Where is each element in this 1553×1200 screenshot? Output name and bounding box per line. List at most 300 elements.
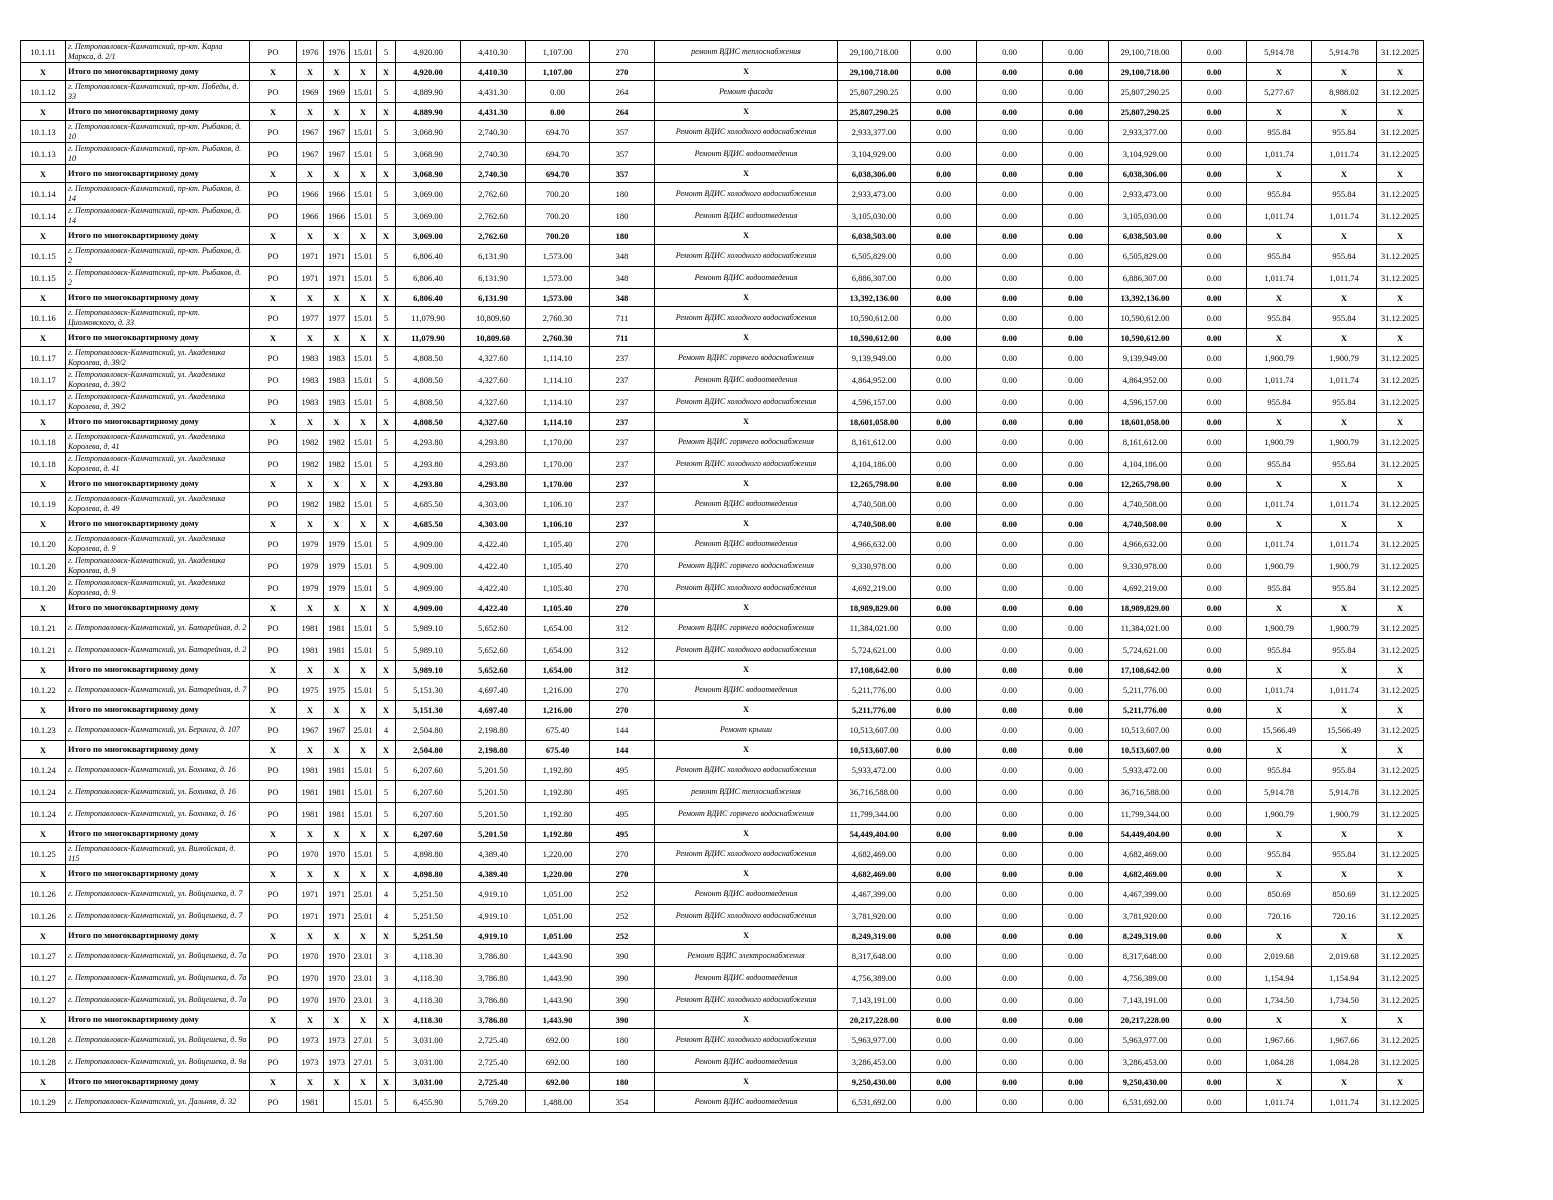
cell-municipal-funds: 0.00 (1043, 883, 1109, 905)
cell-residential-area: 2,725.40 (461, 1029, 526, 1051)
cell-specific-cost: 955.84 (1247, 759, 1312, 781)
cell-total-area: 4,118.30 (396, 1011, 461, 1029)
cell-work-type: Ремонт ВДИС водоотведения (655, 143, 838, 165)
cell-ownership-method: X (250, 825, 297, 843)
cell-completion-date: X (1377, 103, 1424, 121)
cell-specific-cost: X (1247, 661, 1312, 679)
cell-residents: 270 (590, 843, 655, 865)
subtotal-row (21, 825, 1424, 843)
cell-federal-funds: 0.00 (911, 679, 977, 701)
cell-other-funds: 0.00 (1182, 533, 1247, 555)
cell-floors: X (377, 475, 396, 493)
cell-address: Итого по многоквартирному дому (66, 165, 250, 183)
cell-nonresidential-area: 1,106.10 (526, 515, 590, 533)
cell-municipal-funds: 0.00 (1043, 865, 1109, 883)
cell-work-type: Ремонт фасада (655, 81, 838, 103)
cell-work-type: X (655, 329, 838, 347)
cell-address: г. Петропавловск-Камчатский, ул. Академика Королева, д. 41 (66, 431, 250, 453)
cell-owner-funds: 4,756,389.00 (1109, 967, 1182, 989)
cell-residential-area: 4,293.80 (461, 431, 526, 453)
cell-work-type: X (655, 515, 838, 533)
cell-ownership-method: РО (250, 307, 297, 329)
cell-other-funds: 0.00 (1182, 945, 1247, 967)
cell-federal-funds: 0.00 (911, 1091, 977, 1113)
cell-floors: 3 (377, 967, 396, 989)
cell-year-commissioned: 1982 (324, 493, 350, 515)
cell-max-specific-cost: 8,988.02 (1312, 81, 1377, 103)
cell-residential-area: 4,431.30 (461, 81, 526, 103)
cell-federal-funds: 0.00 (911, 475, 977, 493)
cell-residents: 348 (590, 245, 655, 267)
cell-max-specific-cost: 1,900.79 (1312, 347, 1377, 369)
cell-max-specific-cost: X (1312, 661, 1377, 679)
cell-floors: X (377, 63, 396, 81)
cell-owner-funds: 6,531,692.00 (1109, 1091, 1182, 1113)
cell-residential-area: 5,652.60 (461, 639, 526, 661)
cell-residents: 237 (590, 453, 655, 475)
cell-total-cost: 9,250,430.00 (838, 1073, 911, 1091)
cell-year-commissioned: X (324, 741, 350, 759)
cell-work-type: X (655, 825, 838, 843)
cell-ownership-method: РО (250, 967, 297, 989)
table-row (21, 617, 1424, 639)
cell-address: г. Петропавловск-Камчатский, пр-кт. Карла Маркса, д. 2/1 (66, 41, 250, 63)
cell-regional-funds: 0.00 (977, 741, 1043, 759)
cell-owner-funds: 25,807,290.25 (1109, 81, 1182, 103)
cell-other-funds: 0.00 (1182, 843, 1247, 865)
cell-municipal-funds: 0.00 (1043, 391, 1109, 413)
cell-regional-funds: 0.00 (977, 493, 1043, 515)
cell-year-built: 1983 (297, 347, 324, 369)
cell-regional-funds: 0.00 (977, 905, 1043, 927)
cell-nonresidential-area: 692.00 (526, 1073, 590, 1091)
cell-year-built: X (297, 289, 324, 307)
cell-total-area: 4,920.00 (396, 63, 461, 81)
cell-item-number: X (21, 741, 66, 759)
cell-regional-funds: 0.00 (977, 1091, 1043, 1113)
cell-floors: 5 (377, 679, 396, 701)
cell-other-funds: 0.00 (1182, 905, 1247, 927)
cell-ownership-method: РО (250, 843, 297, 865)
cell-residential-area: 2,762.60 (461, 183, 526, 205)
cell-item-number: 10.1.26 (21, 883, 66, 905)
cell-total-cost: 11,384,021.00 (838, 617, 911, 639)
cell-total-area: 3,069.00 (396, 183, 461, 205)
cell-residential-area: 6,131.90 (461, 267, 526, 289)
cell-work-type: X (655, 103, 838, 121)
cell-work-type: Ремонт ВДИС холодного водоснабжения (655, 639, 838, 661)
cell-residential-area: 2,740.30 (461, 143, 526, 165)
cell-municipal-funds: 0.00 (1043, 369, 1109, 391)
cell-year-built: 1977 (297, 307, 324, 329)
cell-residents: 312 (590, 617, 655, 639)
cell-max-specific-cost: 1,084.28 (1312, 1051, 1377, 1073)
cell-year-commissioned (324, 1091, 350, 1113)
cell-max-specific-cost: 1,900.79 (1312, 803, 1377, 825)
cell-year-built: 1975 (297, 679, 324, 701)
cell-max-specific-cost: X (1312, 1073, 1377, 1091)
cell-year-built: 1967 (297, 719, 324, 741)
cell-nonresidential-area: 1,106.10 (526, 493, 590, 515)
cell-specific-cost: 1,011.74 (1247, 143, 1312, 165)
cell-specific-cost: 1,900.79 (1247, 347, 1312, 369)
cell-other-funds: 0.00 (1182, 639, 1247, 661)
cell-ownership-method: РО (250, 431, 297, 453)
cell-total-area: 3,068.90 (396, 143, 461, 165)
cell-total-cost: 10,513,607.00 (838, 741, 911, 759)
cell-federal-funds: 0.00 (911, 533, 977, 555)
cell-completion-date: 31.12.2025 (1377, 883, 1424, 905)
cell-other-funds: 0.00 (1182, 413, 1247, 431)
cell-total-area: 5,251.50 (396, 883, 461, 905)
cell-other-funds: 0.00 (1182, 803, 1247, 825)
cell-year-commissioned: X (324, 227, 350, 245)
cell-regional-funds: 0.00 (977, 143, 1043, 165)
cell-year-commissioned: 1973 (324, 1051, 350, 1073)
cell-year-built: 1979 (297, 555, 324, 577)
subtotal-row (21, 1011, 1424, 1029)
cell-nonresidential-area: 1,573.00 (526, 245, 590, 267)
cell-total-area: 4,118.30 (396, 989, 461, 1011)
cell-work-type: X (655, 289, 838, 307)
cell-max-specific-cost: 1,011.74 (1312, 369, 1377, 391)
cell-residential-area: 4,303.00 (461, 515, 526, 533)
cell-residential-area: 2,740.30 (461, 165, 526, 183)
cell-other-funds: 0.00 (1182, 103, 1247, 121)
cell-floors: 5 (377, 759, 396, 781)
cell-max-specific-cost: 15,566.49 (1312, 719, 1377, 741)
cell-owner-funds: 18,601,058.00 (1109, 413, 1182, 431)
cell-year-commissioned: 1969 (324, 81, 350, 103)
cell-year-built: X (297, 103, 324, 121)
cell-other-funds: 0.00 (1182, 63, 1247, 81)
table-row (21, 679, 1424, 701)
cell-owner-funds: 6,038,503.00 (1109, 227, 1182, 245)
cell-year-commissioned: X (324, 103, 350, 121)
cell-total-cost: 3,781,920.00 (838, 905, 911, 927)
cell-residents: 495 (590, 781, 655, 803)
cell-total-cost: 4,467,399.00 (838, 883, 911, 905)
cell-municipal-funds: 0.00 (1043, 347, 1109, 369)
cell-regional-funds: 0.00 (977, 883, 1043, 905)
cell-address: Итого по многоквартирному дому (66, 329, 250, 347)
table-row (21, 759, 1424, 781)
cell-work-type: X (655, 1011, 838, 1029)
cell-total-area: 4,118.30 (396, 967, 461, 989)
cell-work-type: X (655, 661, 838, 679)
cell-completion-date: X (1377, 329, 1424, 347)
cell-item-number: X (21, 865, 66, 883)
cell-owner-funds: 6,505,829.00 (1109, 245, 1182, 267)
cell-total-cost: 5,963,977.00 (838, 1029, 911, 1051)
cell-max-specific-cost: 1,011.74 (1312, 533, 1377, 555)
cell-completion-date: 31.12.2025 (1377, 555, 1424, 577)
cell-federal-funds: 0.00 (911, 945, 977, 967)
cell-completion-date: 31.12.2025 (1377, 307, 1424, 329)
cell-regional-funds: 0.00 (977, 927, 1043, 945)
cell-federal-funds: 0.00 (911, 927, 977, 945)
cell-total-area: 2,504.80 (396, 719, 461, 741)
cell-floors: 5 (377, 267, 396, 289)
cell-nonresidential-area: 1,105.40 (526, 599, 590, 617)
cell-regional-funds: 0.00 (977, 289, 1043, 307)
cell-nonresidential-area: 1,216.00 (526, 679, 590, 701)
cell-residential-area: 4,919.10 (461, 927, 526, 945)
cell-ownership-method: X (250, 599, 297, 617)
cell-ownership-method: РО (250, 347, 297, 369)
cell-other-funds: 0.00 (1182, 555, 1247, 577)
cell-residents: 180 (590, 183, 655, 205)
cell-completion-date: X (1377, 227, 1424, 245)
cell-municipal-funds: 0.00 (1043, 289, 1109, 307)
cell-regional-funds: 0.00 (977, 227, 1043, 245)
cell-work-type: X (655, 1073, 838, 1091)
cell-total-area: 4,889.90 (396, 81, 461, 103)
cell-total-cost: 20,217,228.00 (838, 1011, 911, 1029)
capital-repair-register-table (20, 40, 1424, 1113)
cell-specific-cost: 1,154.94 (1247, 967, 1312, 989)
cell-address: г. Петропавловск-Камчатский, ул. Академика Королева, д. 9 (66, 555, 250, 577)
table-row (21, 639, 1424, 661)
cell-other-funds: 0.00 (1182, 1051, 1247, 1073)
cell-owner-funds: 54,449,404.00 (1109, 825, 1182, 843)
cell-specific-cost: X (1247, 1011, 1312, 1029)
cell-specific-cost: 1,967.66 (1247, 1029, 1312, 1051)
cell-federal-funds: 0.00 (911, 639, 977, 661)
cell-max-specific-cost: 720.16 (1312, 905, 1377, 927)
cell-completion-date: 31.12.2025 (1377, 183, 1424, 205)
cell-floors: X (377, 103, 396, 121)
cell-owner-funds: 11,799,344.00 (1109, 803, 1182, 825)
cell-nonresidential-area: 1,192.80 (526, 781, 590, 803)
cell-residential-area: 4,327.60 (461, 413, 526, 431)
cell-work-type: Ремонт ВДИС электроснабжения (655, 945, 838, 967)
cell-municipal-funds: 0.00 (1043, 639, 1109, 661)
cell-owner-funds: 2,933,377.00 (1109, 121, 1182, 143)
cell-year-built: 1970 (297, 843, 324, 865)
cell-year-commissioned: 1981 (324, 639, 350, 661)
cell-max-specific-cost: 955.84 (1312, 639, 1377, 661)
cell-residents: 180 (590, 205, 655, 227)
cell-completion-date: 31.12.2025 (1377, 245, 1424, 267)
cell-year-built: X (297, 1011, 324, 1029)
cell-item-number: 10.1.15 (21, 245, 66, 267)
cell-address: Итого по многоквартирному дому (66, 701, 250, 719)
cell-nonresidential-area: 694.70 (526, 165, 590, 183)
cell-owner-funds: 4,467,399.00 (1109, 883, 1182, 905)
cell-address: г. Петропавловск-Камчатский, пр-кт. Победы, д. 33 (66, 81, 250, 103)
cell-wall-material: 25.01 (350, 883, 377, 905)
cell-residential-area: 5,201.50 (461, 759, 526, 781)
cell-total-area: 4,909.00 (396, 555, 461, 577)
cell-specific-cost: 15,566.49 (1247, 719, 1312, 741)
cell-work-type: Ремонт ВДИС холодного водоснабжения (655, 905, 838, 927)
cell-specific-cost: X (1247, 227, 1312, 245)
cell-total-cost: 25,807,290.25 (838, 81, 911, 103)
table-row (21, 347, 1424, 369)
cell-residents: 348 (590, 289, 655, 307)
cell-specific-cost: 2,019.68 (1247, 945, 1312, 967)
cell-total-cost: 13,392,136.00 (838, 289, 911, 307)
cell-total-area: 4,808.50 (396, 369, 461, 391)
cell-federal-funds: 0.00 (911, 1029, 977, 1051)
cell-specific-cost: X (1247, 63, 1312, 81)
cell-address: г. Петропавловск-Камчатский, ул. Бохняка, д. 16 (66, 781, 250, 803)
cell-year-built: 1973 (297, 1029, 324, 1051)
cell-floors: 5 (377, 143, 396, 165)
cell-ownership-method: X (250, 741, 297, 759)
cell-ownership-method: РО (250, 945, 297, 967)
cell-other-funds: 0.00 (1182, 825, 1247, 843)
cell-residential-area: 2,762.60 (461, 205, 526, 227)
cell-other-funds: 0.00 (1182, 759, 1247, 781)
cell-year-built: X (297, 165, 324, 183)
cell-owner-funds: 3,105,030.00 (1109, 205, 1182, 227)
cell-item-number: 10.1.23 (21, 719, 66, 741)
cell-item-number: 10.1.24 (21, 781, 66, 803)
cell-federal-funds: 0.00 (911, 205, 977, 227)
cell-item-number: X (21, 1073, 66, 1091)
cell-owner-funds: 2,933,473.00 (1109, 183, 1182, 205)
cell-nonresidential-area: 700.20 (526, 227, 590, 245)
subtotal-row (21, 927, 1424, 945)
cell-owner-funds: 11,384,021.00 (1109, 617, 1182, 639)
cell-completion-date: X (1377, 165, 1424, 183)
cell-federal-funds: 0.00 (911, 865, 977, 883)
cell-residential-area: 3,786.80 (461, 989, 526, 1011)
cell-residents: 237 (590, 475, 655, 493)
cell-owner-funds: 8,249,319.00 (1109, 927, 1182, 945)
cell-federal-funds: 0.00 (911, 347, 977, 369)
cell-address: Итого по многоквартирному дому (66, 63, 250, 81)
cell-specific-cost: X (1247, 927, 1312, 945)
cell-other-funds: 0.00 (1182, 599, 1247, 617)
cell-floors: X (377, 413, 396, 431)
cell-regional-funds: 0.00 (977, 967, 1043, 989)
cell-municipal-funds: 0.00 (1043, 825, 1109, 843)
cell-max-specific-cost: 2,019.68 (1312, 945, 1377, 967)
cell-item-number: X (21, 825, 66, 843)
cell-federal-funds: 0.00 (911, 81, 977, 103)
cell-nonresidential-area: 2,760.30 (526, 329, 590, 347)
cell-year-built: 1966 (297, 205, 324, 227)
cell-item-number: X (21, 701, 66, 719)
cell-max-specific-cost: 1,011.74 (1312, 267, 1377, 289)
subtotal-row (21, 289, 1424, 307)
cell-residential-area: 4,389.40 (461, 843, 526, 865)
cell-other-funds: 0.00 (1182, 347, 1247, 369)
cell-nonresidential-area: 1,443.90 (526, 967, 590, 989)
cell-specific-cost: 955.84 (1247, 577, 1312, 599)
cell-residential-area: 4,293.80 (461, 475, 526, 493)
cell-residential-area: 10,809.60 (461, 329, 526, 347)
cell-residents: 270 (590, 865, 655, 883)
cell-address: Итого по многоквартирному дому (66, 825, 250, 843)
cell-federal-funds: 0.00 (911, 701, 977, 719)
cell-address: Итого по многоквартирному дому (66, 475, 250, 493)
cell-total-cost: 54,449,404.00 (838, 825, 911, 843)
cell-specific-cost: 5,914.78 (1247, 781, 1312, 803)
cell-ownership-method: РО (250, 121, 297, 143)
cell-total-cost: 4,682,469.00 (838, 865, 911, 883)
cell-federal-funds: 0.00 (911, 453, 977, 475)
cell-nonresidential-area: 1,443.90 (526, 1011, 590, 1029)
cell-regional-funds: 0.00 (977, 205, 1043, 227)
cell-item-number: 10.1.17 (21, 391, 66, 413)
cell-year-built: 1970 (297, 945, 324, 967)
cell-regional-funds: 0.00 (977, 267, 1043, 289)
subtotal-row (21, 413, 1424, 431)
cell-municipal-funds: 0.00 (1043, 453, 1109, 475)
cell-specific-cost: 1,900.79 (1247, 555, 1312, 577)
cell-nonresidential-area: 1,114.10 (526, 391, 590, 413)
table-row (21, 121, 1424, 143)
cell-item-number: X (21, 1011, 66, 1029)
cell-residential-area: 2,740.30 (461, 121, 526, 143)
cell-ownership-method: РО (250, 905, 297, 927)
cell-municipal-funds: 0.00 (1043, 329, 1109, 347)
cell-year-commissioned: 1970 (324, 989, 350, 1011)
cell-work-type: X (655, 227, 838, 245)
cell-address: г. Петропавловск-Камчатский, ул. Бохняка, д. 16 (66, 803, 250, 825)
cell-address: г. Петропавловск-Камчатский, ул. Войцешека, д. 7а (66, 945, 250, 967)
cell-residents: 252 (590, 905, 655, 927)
cell-year-built: X (297, 1073, 324, 1091)
cell-residents: 711 (590, 307, 655, 329)
subtotal-row (21, 63, 1424, 81)
cell-other-funds: 0.00 (1182, 617, 1247, 639)
cell-municipal-funds: 0.00 (1043, 165, 1109, 183)
cell-regional-funds: 0.00 (977, 369, 1043, 391)
cell-year-commissioned: X (324, 701, 350, 719)
cell-completion-date: 31.12.2025 (1377, 1091, 1424, 1113)
cell-residential-area: 4,422.40 (461, 555, 526, 577)
cell-ownership-method: X (250, 289, 297, 307)
cell-owner-funds: 4,966,632.00 (1109, 533, 1182, 555)
cell-nonresidential-area: 1,114.10 (526, 347, 590, 369)
cell-wall-material: X (350, 927, 377, 945)
cell-item-number: X (21, 329, 66, 347)
cell-regional-funds: 0.00 (977, 121, 1043, 143)
cell-residential-area: 4,697.40 (461, 679, 526, 701)
cell-ownership-method: РО (250, 883, 297, 905)
cell-address: г. Петропавловск-Камчатский, ул. Академика Королева, д. 41 (66, 453, 250, 475)
cell-regional-funds: 0.00 (977, 803, 1043, 825)
cell-ownership-method: РО (250, 1091, 297, 1113)
cell-total-cost: 10,590,612.00 (838, 307, 911, 329)
subtotal-row (21, 515, 1424, 533)
cell-floors: 5 (377, 81, 396, 103)
cell-address: Итого по многоквартирному дому (66, 413, 250, 431)
cell-residential-area: 4,389.40 (461, 865, 526, 883)
cell-federal-funds: 0.00 (911, 599, 977, 617)
cell-federal-funds: 0.00 (911, 63, 977, 81)
cell-completion-date: 31.12.2025 (1377, 391, 1424, 413)
cell-nonresidential-area: 1,107.00 (526, 63, 590, 81)
cell-floors: X (377, 741, 396, 759)
cell-total-area: 5,989.10 (396, 661, 461, 679)
table-row (21, 1051, 1424, 1073)
cell-specific-cost: X (1247, 413, 1312, 431)
cell-nonresidential-area: 1,170.00 (526, 475, 590, 493)
cell-floors: 5 (377, 617, 396, 639)
cell-regional-funds: 0.00 (977, 759, 1043, 781)
cell-nonresidential-area: 692.00 (526, 1051, 590, 1073)
cell-owner-funds: 29,100,718.00 (1109, 63, 1182, 81)
cell-federal-funds: 0.00 (911, 719, 977, 741)
subtotal-row (21, 701, 1424, 719)
cell-other-funds: 0.00 (1182, 883, 1247, 905)
